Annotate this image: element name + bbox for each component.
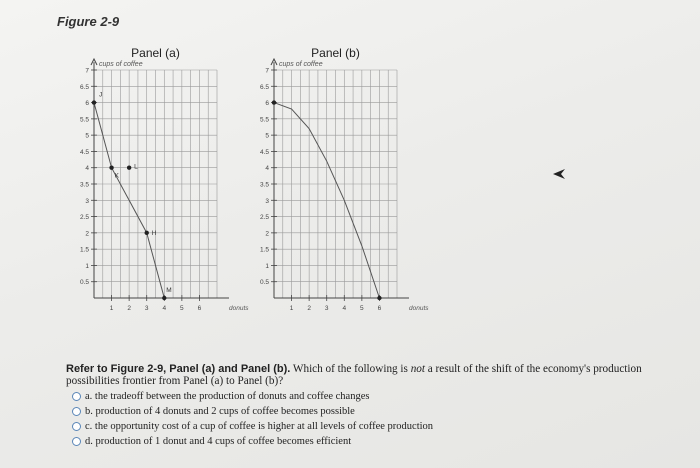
option-c[interactable] — [72, 419, 433, 434]
x-tick-label: 2 — [127, 305, 131, 312]
point-j — [92, 100, 96, 104]
y-axis-label: cups of coffee — [99, 61, 143, 68]
panel-title: Panel (a) — [131, 46, 180, 60]
point-label: J — [99, 91, 103, 99]
y-tick-label: 7 — [85, 67, 89, 75]
point-label: M — [166, 287, 172, 294]
x-tick-label: 4 — [162, 305, 167, 312]
y-axis-label: cups of coffee — [279, 61, 323, 68]
point-label: K — [114, 172, 119, 180]
y-tick-label: 5 — [85, 132, 89, 140]
mouse-cursor-icon — [551, 166, 567, 182]
point-h — [145, 231, 149, 235]
option-b[interactable] — [72, 404, 433, 419]
y-tick-label: 1.5 — [79, 246, 89, 254]
x-tick-label: 6 — [197, 305, 202, 312]
x-tick-label: 1 — [289, 305, 294, 312]
y-tick-label: 0.5 — [259, 279, 269, 287]
question-text-before: Which of the following is — [290, 363, 411, 375]
y-tick-label: 7 — [265, 67, 269, 75]
option-b-label[interactable]: b. production of 4 donuts and 2 cups of coffee becomes possible — [85, 406, 355, 417]
x-tick-label: 3 — [324, 305, 329, 312]
option-a[interactable] — [72, 389, 433, 404]
intercept-point — [272, 100, 276, 104]
radio-button-icon[interactable] — [72, 422, 81, 431]
y-tick-label: 4.5 — [259, 148, 269, 156]
y-tick-label: 2.5 — [259, 214, 269, 222]
x-tick-label: 6 — [377, 305, 382, 312]
y-tick-label: 2.5 — [79, 214, 89, 222]
x-tick-label: 5 — [180, 305, 184, 312]
radio-button-icon[interactable] — [72, 437, 81, 446]
y-tick-label: 3.5 — [259, 181, 269, 189]
option-c-label[interactable]: c. the opportunity cost of a cup of coffee is higher at all levels of coffee production — [85, 421, 434, 432]
y-tick-label: 4 — [85, 165, 89, 173]
y-tick-label: 6.5 — [259, 83, 269, 91]
point-m — [162, 296, 166, 300]
option-d-label[interactable]: d. production of 1 donut and 4 cups of coffee becomes efficient — [85, 436, 352, 447]
y-tick-label: 4 — [265, 165, 269, 173]
intercept-point — [377, 296, 381, 300]
y-tick-label: 0.5 — [79, 279, 89, 287]
y-tick-label: 6.5 — [79, 83, 89, 91]
figure-title: Figure 2-9 — [57, 14, 120, 29]
question-lead: Refer to Figure 2-9, Panel (a) and Panel (b). — [66, 363, 291, 375]
y-tick-label: 1.5 — [259, 246, 269, 254]
x-tick-label: 3 — [144, 305, 149, 312]
radio-button-icon[interactable] — [72, 407, 81, 416]
x-tick-label: 1 — [109, 305, 114, 312]
radio-button-icon[interactable] — [72, 392, 81, 401]
y-tick-label: 6 — [265, 100, 269, 108]
option-a-label[interactable]: a. the tradeoff between the production of donuts and coffee changes — [85, 391, 370, 402]
question-text-after: a result of the shift of the economy's production possibilities frontier from Panel (a) to Panel (b)? — [66, 363, 642, 387]
y-tick-label: 1 — [85, 262, 89, 270]
x-tick-label: 4 — [342, 305, 347, 312]
panel-title: Panel (b) — [311, 46, 360, 60]
y-tick-label: 3 — [85, 197, 89, 205]
y-tick-label: 5.5 — [79, 116, 89, 124]
point-label: L — [134, 163, 138, 171]
y-tick-label: 3.5 — [79, 181, 89, 189]
y-tick-label: 4.5 — [79, 148, 89, 156]
x-tick-label: 5 — [360, 305, 364, 312]
x-tick-label: 2 — [307, 305, 311, 312]
x-axis-label: donuts — [409, 305, 429, 312]
y-tick-label: 5.5 — [259, 116, 269, 124]
y-tick-label: 2 — [265, 230, 269, 238]
y-tick-label: 6 — [85, 100, 89, 108]
question-emphasis: not — [410, 363, 425, 375]
y-tick-label: 2 — [85, 230, 89, 238]
question-text — [66, 363, 666, 387]
panel-b-chart — [240, 40, 480, 320]
point-label: H — [151, 229, 157, 237]
point-l — [127, 166, 131, 170]
y-tick-label: 1 — [265, 262, 269, 270]
x-axis-label: donuts — [229, 305, 249, 312]
answer-options — [72, 389, 433, 449]
point-k — [109, 166, 113, 170]
y-tick-label: 5 — [265, 132, 269, 140]
option-d[interactable] — [72, 434, 433, 449]
y-tick-label: 3 — [265, 197, 269, 205]
